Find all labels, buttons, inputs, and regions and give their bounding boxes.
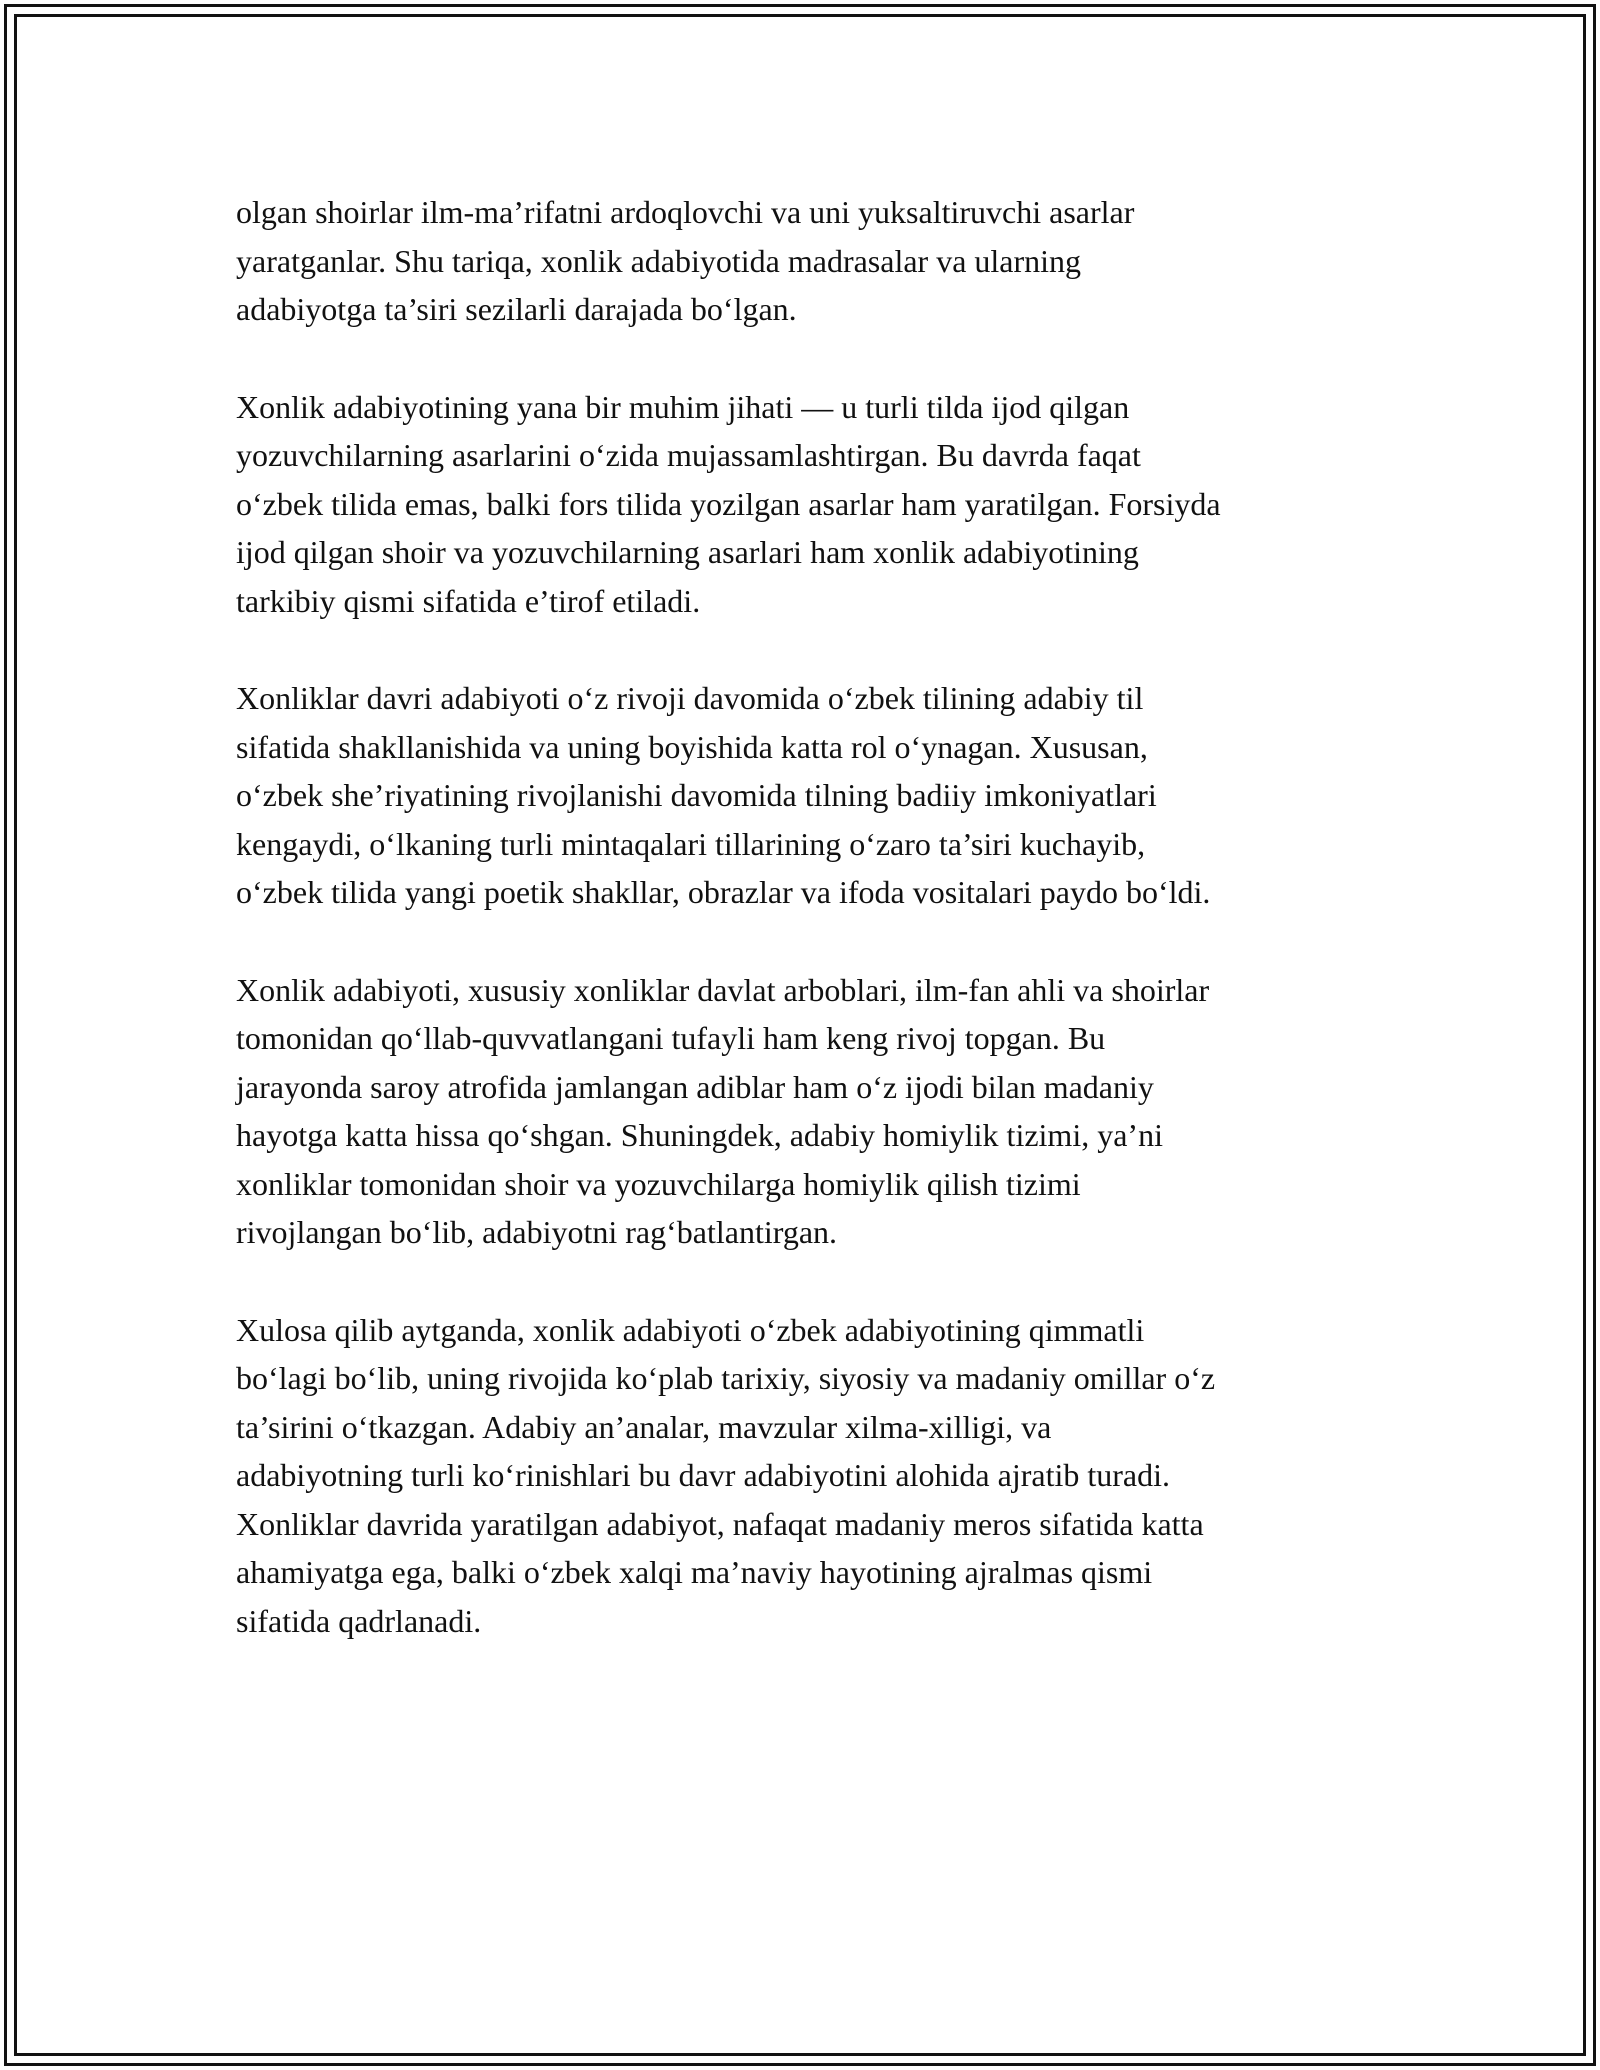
text-line: ta’sirini o‘tkazgan. Adabiy an’analar, mavzular xilma-xilligi, va [236, 1408, 1052, 1445]
paragraph-4 [236, 966, 1396, 1257]
text-line: Xonlik adabiyoti, xususiy xonliklar davlat arboblari, ilm-fan ahli va shoirlar [236, 971, 1210, 1008]
text-line: Xonliklar davrida yaratilgan adabiyot, nafaqat madaniy meros sifatida katta [236, 1505, 1204, 1542]
text-line: jarayonda saroy atrofida jamlangan adiblar ham o‘z ijodi bilan madaniy [236, 1068, 1154, 1105]
text-line: tarkibiy qismi sifatida e’tirof etiladi. [236, 582, 701, 619]
text-line: kengaydi, o‘lkaning turli mintaqalari tillarining o‘zaro ta’siri kuchayib, [236, 825, 1146, 862]
paragraph-2 [236, 383, 1396, 626]
paragraph-1 [236, 188, 1396, 334]
text-line: yozuvchilarning asarlarini o‘zida mujassamlashtirgan. Bu davrda faqat [236, 437, 1141, 473]
text-line: o‘zbek tilida yangi poetik shakllar, obrazlar va ifoda vositalari paydo bo‘ldi. [236, 874, 1211, 910]
text-line: tomonidan qo‘llab-quvvatlangani tufayli ham keng rivoj topgan. Bu [236, 1020, 1106, 1056]
text-line: hayotga katta hissa qo‘shgan. Shuningdek, adabiy homiylik tizimi, ya’ni [236, 1117, 1163, 1153]
text-line: sifatida qadrlanadi. [236, 1602, 482, 1639]
text-line: sifatida shakllanishida va uning boyishida katta rol o‘ynagan. Xususan, [236, 728, 1148, 765]
text-line: olgan shoirlar ilm-ma’rifatni ardoqlovchi va uni yuksaltiruvchi asarlar [236, 194, 1135, 230]
text-line: yaratganlar. Shu tariqa, xonlik adabiyotida madrasalar va ularning [236, 242, 1082, 279]
text-line: Xonlik adabiyotining yana bir muhim jihati — u turli tilda ijod qilgan [236, 388, 1130, 425]
text-line: adabiyotning turli ko‘rinishlari bu davr adabiyotini alohida ajratib turadi. [236, 1457, 1170, 1493]
text-line: o‘zbek she’riyatining rivojlanishi davomida tilning badiiy imkoniyatlari [236, 777, 1157, 813]
text-line: ahamiyatga ega, balki o‘zbek xalqi ma’naviy hayotining ajralmas qismi [236, 1554, 1153, 1590]
text-line: rivojlangan bo‘lib, adabiyotni rag‘batlantirgan. [236, 1214, 838, 1250]
text-line: bo‘lagi bo‘lib, uning rivojida ko‘plab tarixiy, siyosiy va madaniy omillar o‘z [236, 1360, 1216, 1396]
text-line: o‘zbek tilida emas, balki fors tilida yozilgan asarlar ham yaratilgan. Forsiyda [236, 485, 1221, 522]
paragraph-3 [236, 674, 1396, 917]
text-line: adabiyotga ta’siri sezilarli darajada bo‘lgan. [236, 291, 797, 327]
text-line: ijod qilgan shoir va yozuvchilarning asarlari ham xonlik adabiyotining [236, 534, 1139, 570]
body-text [236, 188, 1396, 1694]
text-line: Xonliklar davri adabiyoti o‘z rivoji davomida o‘zbek tilining adabiy til [236, 680, 1144, 716]
text-line: xonliklar tomonidan shoir va yozuvchilarga homiylik qilish tizimi [236, 1165, 1081, 1202]
paragraph-5 [236, 1306, 1396, 1646]
text-line: Xulosa qilib aytganda, xonlik adabiyoti o‘zbek adabiyotining qimmatli [236, 1311, 1145, 1348]
